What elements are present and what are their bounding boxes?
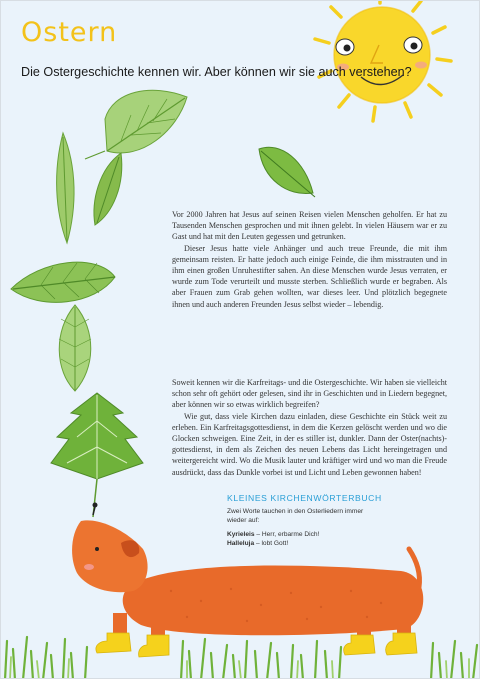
- glossary-intro: Zwei Worte tauchen in den Osterliedern immer wieder auf:: [227, 508, 364, 524]
- illustration: [1, 1, 480, 679]
- story-text: Soweit kennen wir die Karfreitags- und die Ostergeschichte. Wir haben sie vielleicht schon sehr oft gehört oder gelesen, sind ihr in Geschichten und in Liedern begegnet, aber können wir so etwas wirklich begreifen?: [172, 378, 447, 410]
- glossary-entry: [227, 539, 427, 548]
- story-text: Vor 2000 Jahren hat Jesus auf seinen Reisen vielen Menschen geholfen. Er hat zu Tausenden Menschen gesprochen und mit ihnen gelebt. In vielen Häusern war er zu Gast und hat mit den Leuten gegessen und getrunken.: [172, 210, 447, 242]
- glossary-definition: – lobt Gott!: [254, 540, 289, 547]
- story-text: Wie gut, dass viele Kirchen dazu einladen, diese Geschichte ein Stück weit zu erleben. Ein Karfreitagsgottesdienst, in dem die Kerzen gelöscht werden und wo die Glocken schweigen. Eine Zeit, in der es stiller ist, dunkler. Dann der Oster(nachts)-gottesdienst, in dem als Zeichen des neuen Lebens das Licht hereingetragen und weitergereicht wird. Wo die Musik lauter und kräftiger wird und wo man die Freude ausdrückt, dass das Dunkle vorbei ist und Licht und Leben gewonnen haben!: [172, 411, 447, 477]
- boots-icon: [96, 633, 417, 657]
- page-subtitle: Die Ostergeschichte kennen wir. Aber können wir sie auch verstehen?: [21, 65, 412, 79]
- story-text: Dieser Jesus hatte viele Anhänger und auch treue Freunde, die mit ihm gemeinsam reisten. Er hatte jedoch auch einige Feinde, die ihm misstrauten und in ihm einen großen Unruhestifter sahen. An diese Menschen wurde Jesus verraten, er wurde zum Tode verurteilt und musste sterben. Schließlich wurde er begraben. Als aber Frauen zum Grab gehen wollten, war dieses leer. Und plötzlich begegnete ihnen und auch anderen Freunden Jesus selbst wieder – lebendig.: [172, 243, 447, 309]
- glossary-box: [227, 493, 427, 548]
- sun-icon: [315, 1, 451, 121]
- story-paragraph-1: [172, 209, 447, 310]
- glossary-term: Halleluja: [227, 540, 255, 547]
- story-paragraph-2: [172, 377, 447, 478]
- glossary-term: Kyrieleis: [227, 531, 255, 538]
- glossary-entry: [227, 530, 427, 539]
- page-title: Ostern: [21, 17, 118, 48]
- glossary-heading: KLEINES KIRCHENWÖRTERBUCH: [227, 493, 382, 503]
- glossary-definition: – Herr, erbarme Dich!: [254, 531, 320, 538]
